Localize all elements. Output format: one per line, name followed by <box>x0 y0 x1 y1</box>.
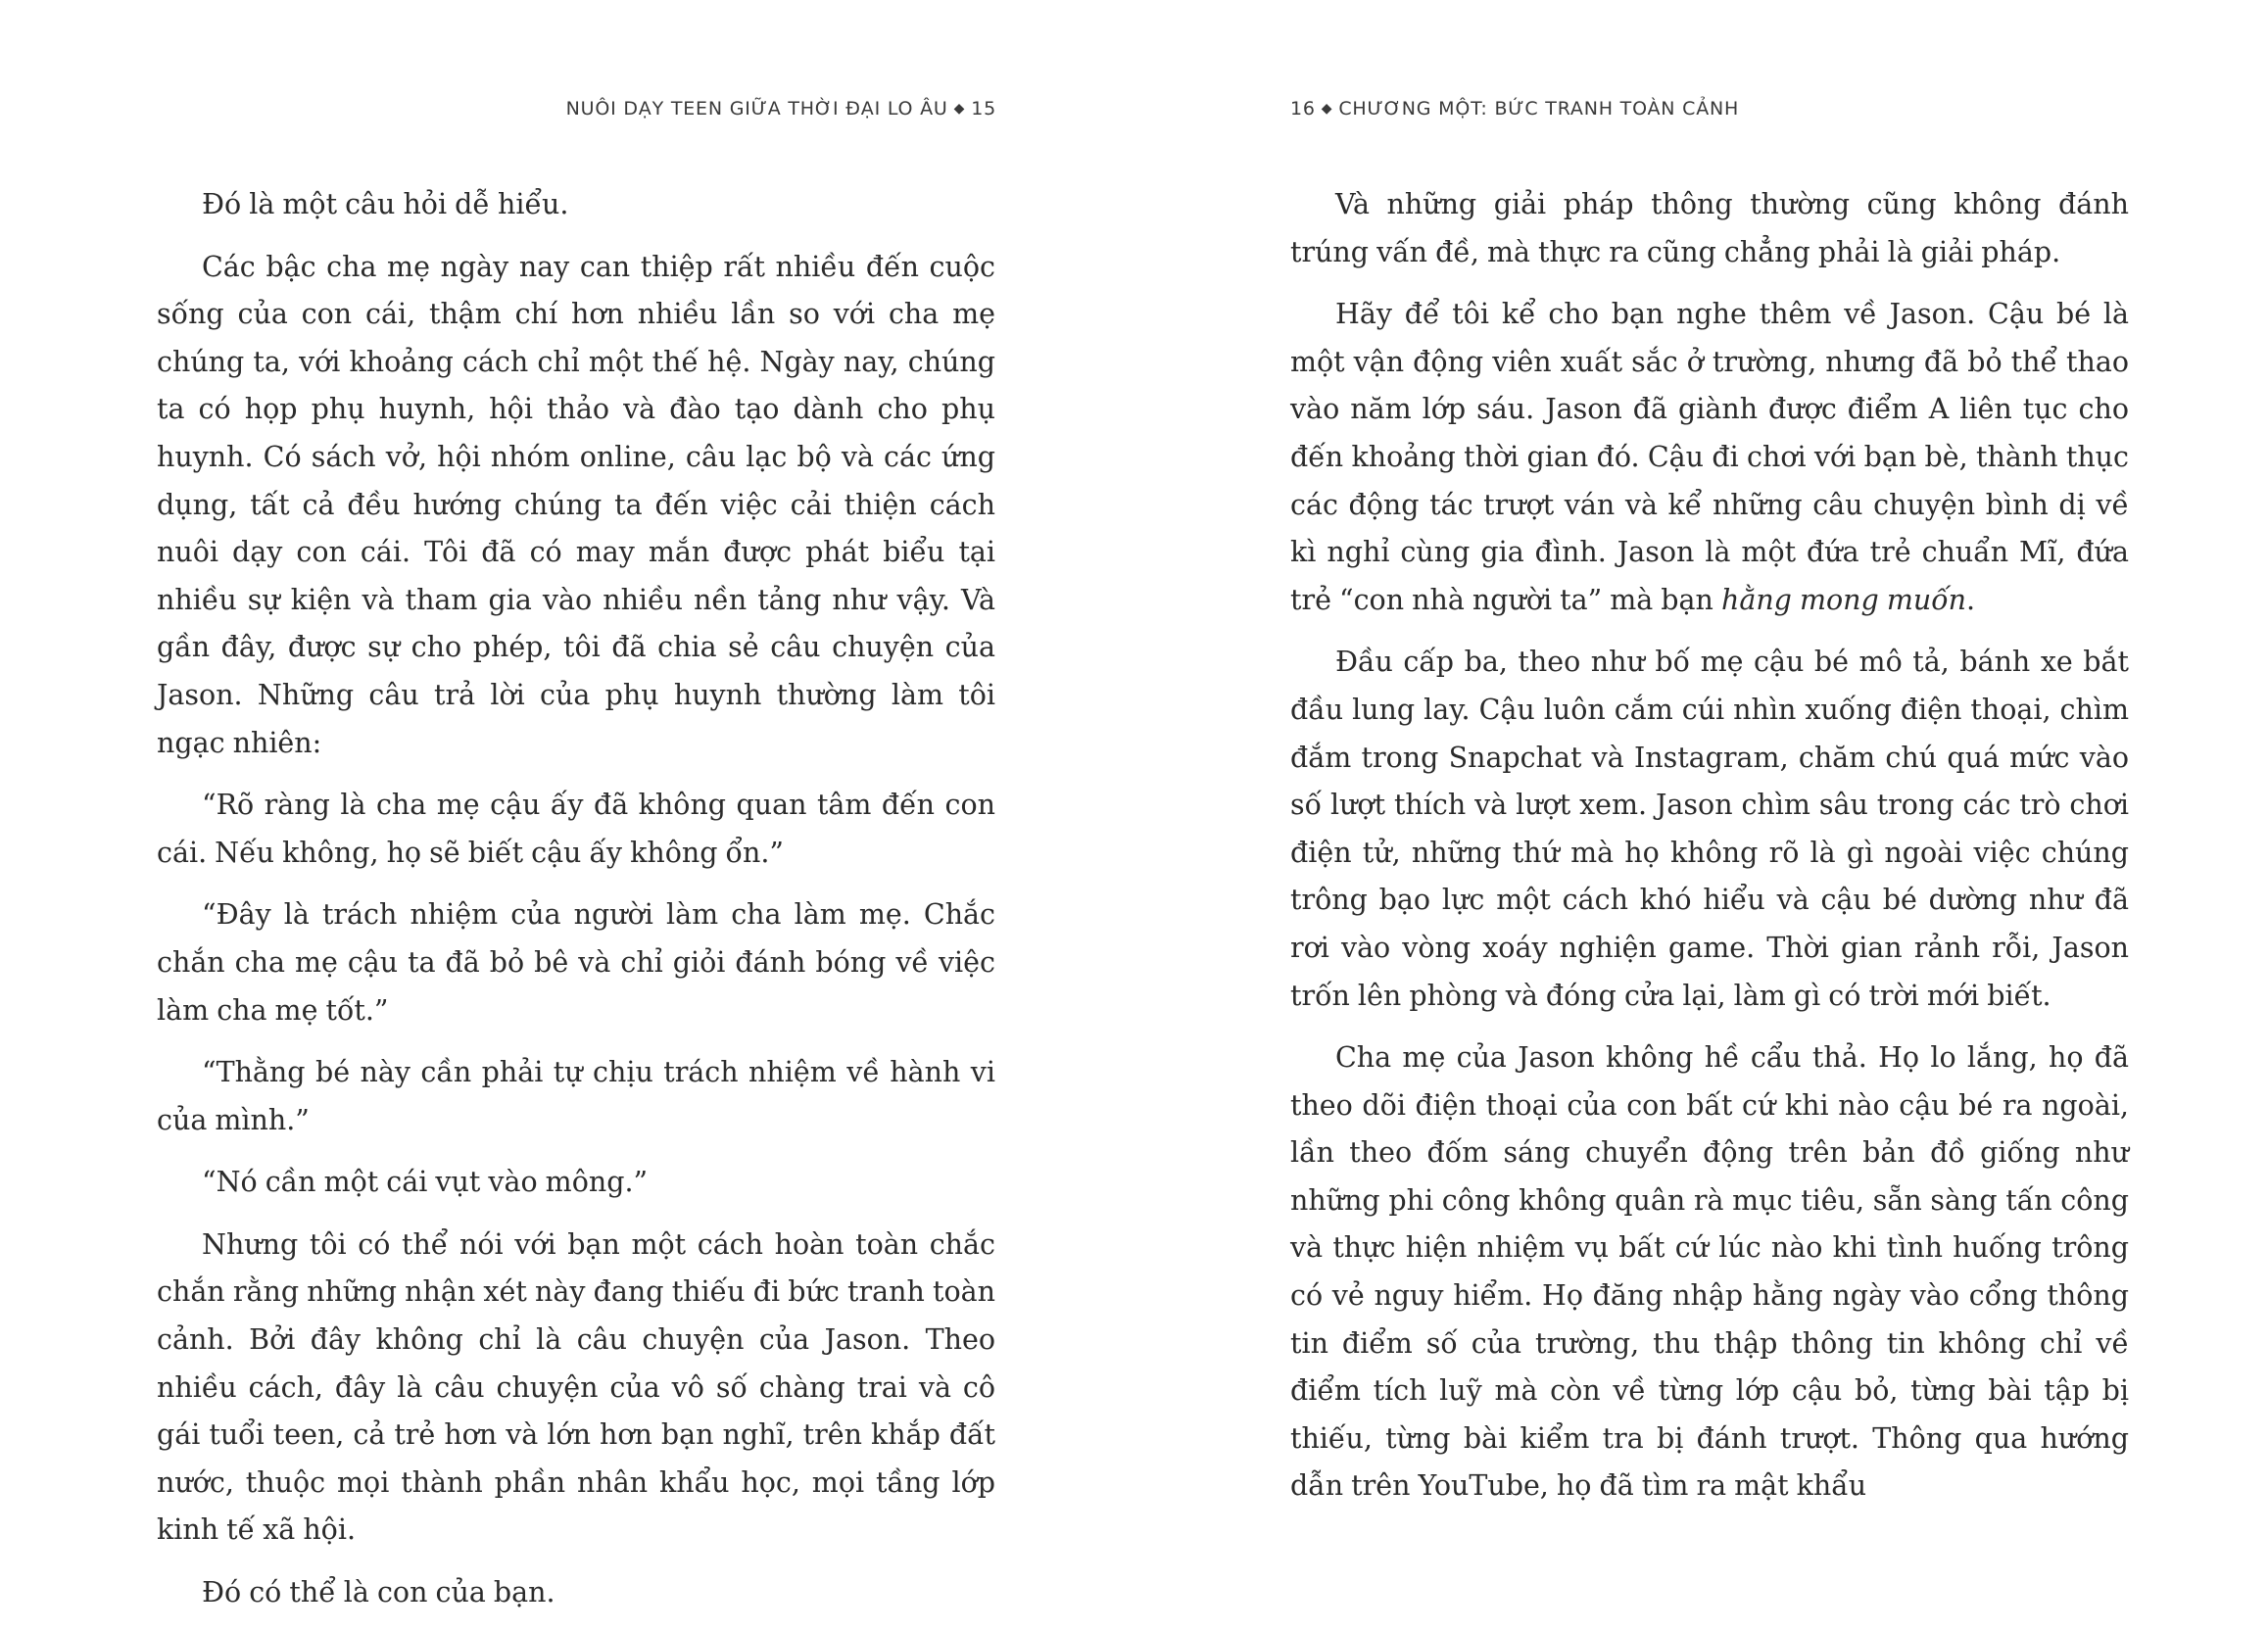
left-page-body <box>157 181 995 1632</box>
chapter-title: CHƯƠNG MỘT: BỨC TRANH TOÀN CẢNH <box>1338 98 1740 120</box>
paragraph: Và những giải pháp thông thường cũng không đánh trúng vấn đề, mà thực ra cũng chẳng phải là giải pháp. <box>1290 188 2129 268</box>
paragraph: Đó là một câu hỏi dễ hiểu. <box>202 188 569 220</box>
running-header-left <box>566 94 996 123</box>
quote-paragraph: “Thằng bé này cần phải tự chịu trách nhiệm về hành vi của mình.” <box>157 1056 995 1136</box>
paragraph: Cha mẹ của Jason không hề cẩu thả. Họ lo lắng, họ đã theo dõi điện thoại của con bất cứ khi nào cậu bé ra ngoài, lần theo đốm sáng chuyển động trên bản đồ giống như những phi công không quân rà mục tiêu, sẵn sàng tấn công và thực hiện nhiệm vụ bất cứ lúc nào khi tình huống trông có vẻ nguy hiểm. Họ đăng nhập hằng ngày vào cổng thông tin điểm số của trường, thu thập thông tin không chỉ về điểm tích luỹ mà còn về từng lớp cậu bỏ, từng bài tập bị thiếu, từng bài kiểm tra bị đánh trượt. Thông qua hướng dẫn trên YouTube, họ đã tìm ra mật khẩu <box>1290 1041 2129 1503</box>
paragraph: Các bậc cha mẹ ngày nay can thiệp rất nhiều đến cuộc sống của con cái, thậm chí hơn nhiều lần so với cha mẹ chúng ta, với khoảng cách chỉ một thế hệ. Ngày nay, chúng ta có họp phụ huynh, hội thảo và đào tạo dành cho phụ huynh. Có sách vở, hội nhóm online, câu lạc bộ và các ứng dụng, tất cả đều hướng chúng ta đến việc cải thiện cách nuôi dạy con cái. Tôi đã có may mắn được phát biểu tại nhiều sự kiện và tham gia vào nhiều nền tảng như vậy. Và gần đây, được sự cho phép, tôi đã chia sẻ câu chuyện của Jason. Những câu trả lời của phụ huynh thường làm tôi ngạc nhiên: <box>157 250 995 759</box>
header-separator-icon: ◆ <box>1321 101 1333 117</box>
italic-phrase: hằng mong muốn <box>1720 583 1966 616</box>
right-page-body <box>1290 181 2129 1525</box>
paragraph-text: Hãy để tôi kể cho bạn nghe thêm về Jason. Cậu bé là một vận động viên xuất sắc ở trường, nhưng đã bỏ thể thao vào năm lớp sáu. Jason đã giành được điểm A liên tục cho đến khoảng thời gian đó. Cậu đi chơi với bạn bè, thành thục các động tác trượt ván và kể những câu chuyện bình dị về kì nghỉ cùng gia đình. Jason là một đứa trẻ chuẩn Mĩ, đứa trẻ “con nhà người ta” mà bạn <box>1290 298 2129 616</box>
quote-paragraph: “Đây là trách nhiệm của người làm cha làm mẹ. Chắc chắn cha mẹ cậu ta đã bỏ bê và chỉ giỏi đánh bóng về việc làm cha mẹ tốt.” <box>157 898 995 1027</box>
header-separator-icon: ◆ <box>953 101 966 117</box>
paragraph <box>1290 291 2129 624</box>
paragraph: Nhưng tôi có thể nói với bạn một cách hoàn toàn chắc chắn rằng những nhận xét này đang thiếu đi bức tranh toàn cảnh. Bởi đây không chỉ là câu chuyện của Jason. Theo nhiều cách, đây là câu chuyện của vô số chàng trai và cô gái tuổi teen, cả trẻ hơn và lớn hơn bạn nghĩ, trên khắp đất nước, thuộc mọi thành phần nhân khẩu học, mọi tầng lớp kinh tế xã hội. <box>157 1227 995 1547</box>
quote-paragraph: “Nó cần một cái vụt vào mông.” <box>202 1166 649 1199</box>
paragraph: Đầu cấp ba, theo như bố mẹ cậu bé mô tả, bánh xe bắt đầu lung lay. Cậu luôn cắm cúi nhìn xuống điện thoại, chìm đắm trong Snapchat và Instagram, chăm chú quá mức vào số lượt thích và lượt xem. Jason chìm sâu trong các trò chơi điện tử, những thứ mà họ không rõ là gì ngoài việc chúng trông bạo lực một cách khó hiểu và cậu bé dường như đã rơi vào vòng xoáy nghiện game. Thời gian rảnh rỗi, Jason trốn lên phòng và đóng cửa lại, làm gì có trời mới biết. <box>1290 646 2129 1012</box>
left-page <box>0 0 1134 1612</box>
running-header-right <box>1290 94 1739 123</box>
paragraph: Đó có thể là con của bạn. <box>202 1576 555 1609</box>
paragraph-end: . <box>1966 583 1976 616</box>
right-page <box>1134 0 2268 1612</box>
quote-paragraph: “Rõ ràng là cha mẹ cậu ấy đã không quan tâm đến con cái. Nếu không, họ sẽ biết cậu ấy không ổn.” <box>157 789 995 869</box>
book-title: NUÔI DẠY TEEN GIỮA THỜI ĐẠI LO ÂU <box>565 98 948 120</box>
page-number: 16 <box>1290 98 1316 120</box>
page-number: 15 <box>971 98 996 120</box>
